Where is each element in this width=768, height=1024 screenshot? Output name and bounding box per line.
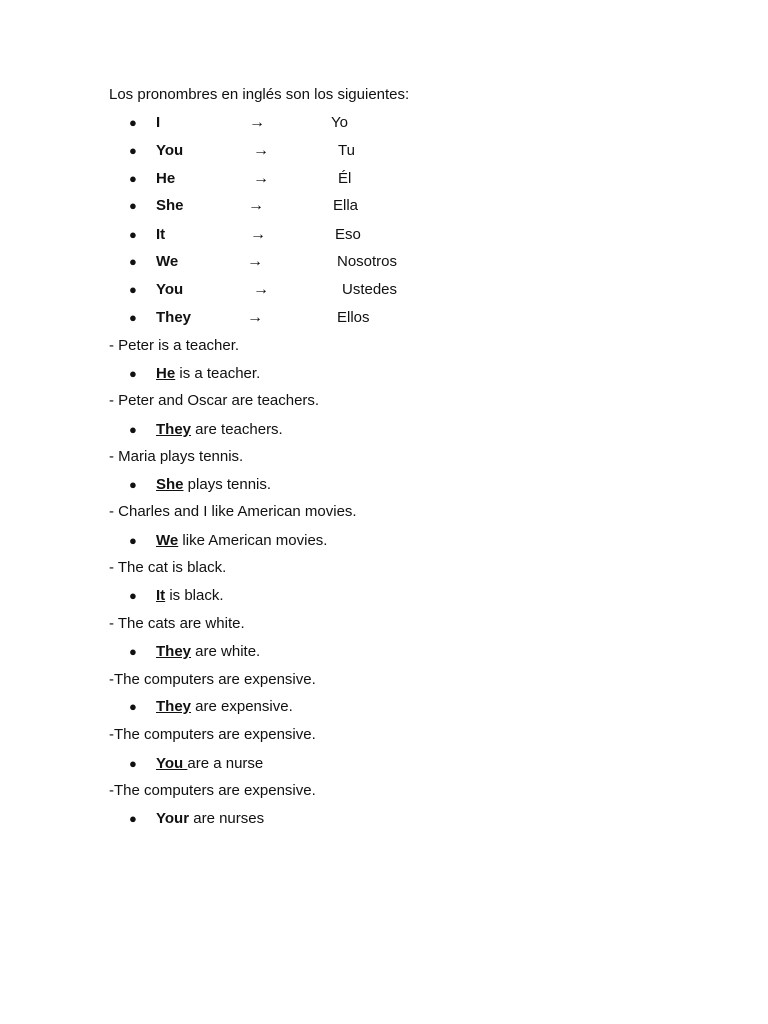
pronoun-english: It [156,226,166,243]
pronoun-spanish: Yo [331,114,348,131]
example-sentence: - The cat is black. [109,559,227,576]
pronoun-spanish: Ella [333,197,359,214]
answer-rest: are a nurse [187,755,264,772]
example-answer [0,587,768,605]
answer-rest: is black. [165,587,224,604]
example-sentence: - The cats are white. [109,615,245,632]
pronoun-english: I [156,114,161,131]
bullet-icon: ● [129,477,137,492]
pronoun-spanish: Ellos [337,309,370,326]
bullet-icon: ● [129,756,137,771]
arrow-icon: → [253,281,269,298]
example-answer [0,698,768,716]
bullet-icon: ● [129,422,137,437]
pronoun-item [0,309,768,327]
pronoun-english: You [156,142,184,159]
example-answer [0,755,768,773]
bullet-icon: ● [129,699,137,714]
arrow-icon: → [247,309,263,326]
intro-text: Los pronombres en inglés son los siguientes: [109,86,410,103]
answer-subject: It [156,587,166,604]
pronoun-spanish: Nosotros [337,253,398,270]
arrow-icon: → [250,226,266,243]
answer-rest: plays tennis. [183,476,272,493]
bullet-icon: ● [129,588,137,603]
example-answer [0,532,768,550]
bullet-icon: ● [129,115,137,130]
example-sentence: - Maria plays tennis. [109,448,244,465]
bullet-icon: ● [129,366,137,381]
pronoun-spanish: Él [338,170,352,187]
answer-subject: They [156,698,192,715]
pronoun-item [0,114,768,132]
arrow-icon: → [249,114,265,131]
answer-rest: are nurses [189,810,265,827]
answer-subject: They [156,643,192,660]
example-answer [0,476,768,494]
example-sentence: - Peter and Oscar are teachers. [109,392,320,409]
answer-rest: like American movies. [178,532,328,549]
answer-subject: You [156,755,188,772]
pronoun-item [0,281,768,299]
answer-rest: are white. [191,643,261,660]
bullet-icon: ● [129,644,137,659]
pronoun-item [0,253,768,271]
answer-subject: Your [156,810,190,827]
arrow-icon: → [248,197,264,214]
bullet-icon: ● [129,282,137,297]
bullet-icon: ● [129,533,137,548]
pronoun-item [0,226,768,244]
pronoun-spanish: Ustedes [342,281,398,298]
answer-rest: are expensive. [191,698,293,715]
answer-subject: We [156,532,179,549]
bullet-icon: ● [129,171,137,186]
pronoun-spanish: Eso [335,226,361,243]
example-answer [0,421,768,439]
bullet-icon: ● [129,811,137,826]
pronoun-item [0,197,768,215]
arrow-icon: → [247,253,263,270]
answer-subject: He [156,365,176,382]
example-answer [0,810,768,828]
example-sentence: - Peter is a teacher. [109,337,240,354]
bullet-icon: ● [129,198,137,213]
pronoun-english: You [156,281,184,298]
pronoun-item [0,170,768,188]
arrow-icon: → [253,170,269,187]
pronoun-english: He [156,170,176,187]
arrow-icon: → [253,142,269,159]
bullet-icon: ● [129,254,137,269]
pronoun-spanish: Tu [338,142,355,159]
example-answer [0,365,768,383]
answer-rest: are teachers. [191,421,283,438]
answer-subject: She [156,476,184,493]
pronoun-english: We [156,253,179,270]
example-sentence: -The computers are expensive. [109,671,316,688]
example-sentence: -The computers are expensive. [109,726,316,743]
pronoun-english: They [156,309,192,326]
answer-rest: is a teacher. [175,365,261,382]
example-sentence: - Charles and I like American movies. [109,503,357,520]
example-sentence: -The computers are expensive. [109,782,316,799]
bullet-icon: ● [129,310,137,325]
example-answer [0,643,768,661]
pronoun-english: She [156,197,184,214]
bullet-icon: ● [129,227,137,242]
answer-subject: They [156,421,192,438]
pronoun-item [0,142,768,160]
bullet-icon: ● [129,143,137,158]
